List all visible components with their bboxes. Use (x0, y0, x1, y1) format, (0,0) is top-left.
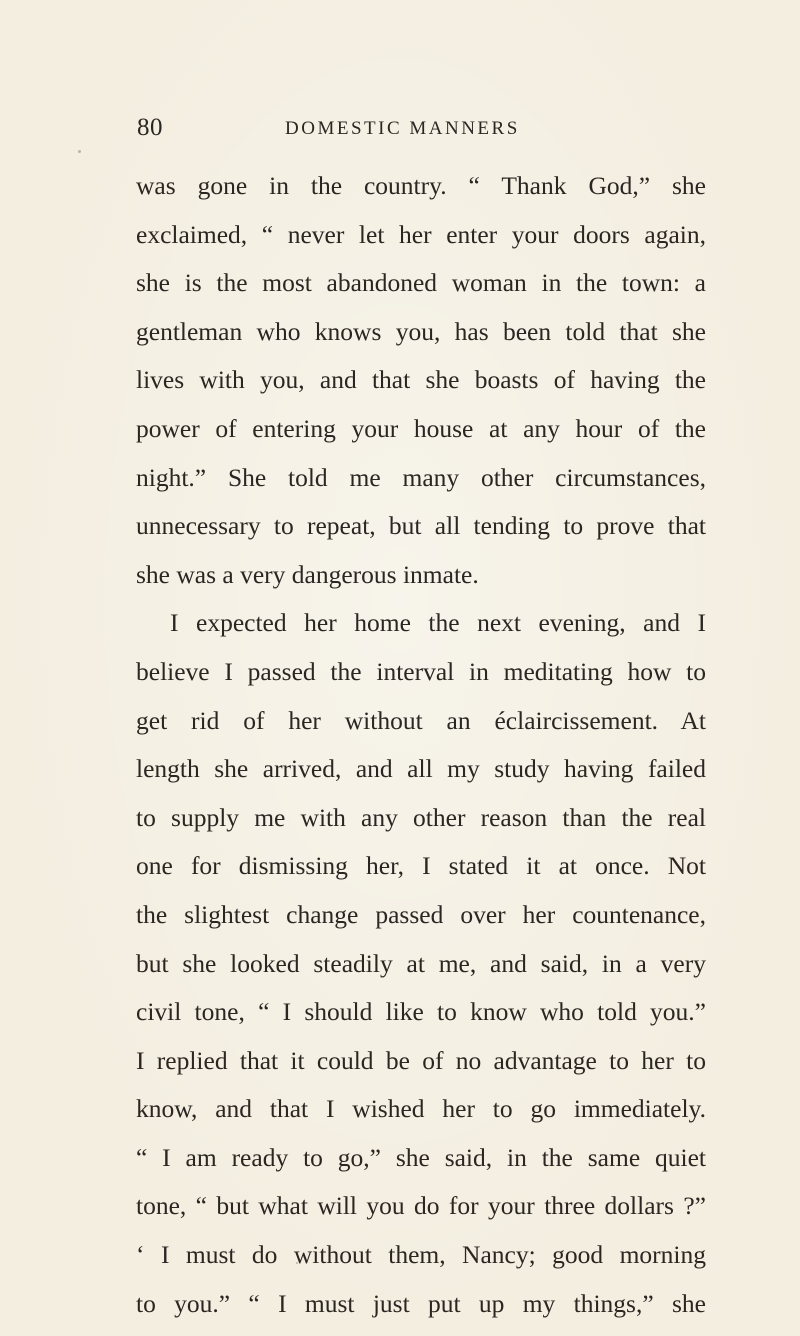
text-line: one for dismissing her, I stated it at once. Not (136, 851, 706, 881)
text-line: unnecessary to repeat, but all tending to prove that (136, 511, 706, 541)
paper-speck (78, 150, 81, 153)
text-line: exclaimed, “ never let her enter your doors again, (136, 219, 706, 249)
text-line: length she arrived, and all my study having failed (136, 754, 706, 784)
text-line: I replied that it could be of no advantage to her to (136, 1045, 706, 1075)
text-line: lives with you, and that she boasts of having the (136, 365, 706, 395)
text-line: she is the most abandoned woman in the town: a (136, 268, 706, 298)
text-line: she was a very dangerous inmate. (136, 559, 479, 589)
text-line: know, and that I wished her to go immediately. (136, 1094, 706, 1124)
paper-speck (296, 1262, 298, 1264)
text-line: believe I passed the interval in meditating how to (136, 656, 706, 686)
text-line: get rid of her without an éclaircissement. At (136, 705, 706, 735)
text-line: but she looked steadily at me, and said, in a very (136, 948, 706, 978)
text-line: power of entering your house at any hour of the (136, 413, 706, 443)
text-line: civil tone, “ I should like to know who told you.” (136, 997, 706, 1027)
text-line: to you.” “ I must just put up my things,” she (136, 1288, 706, 1318)
page-number: 80 (137, 114, 163, 141)
text-line: ‘ I must do without them, Nancy; good morning (136, 1240, 706, 1270)
page-header (0, 114, 800, 154)
text-line: I expected her home the next evening, and I (170, 608, 706, 638)
running-head: DOMESTIC MANNERS (285, 118, 520, 139)
paper-speck (548, 1300, 550, 1302)
text-line: was gone in the country. “ Thank God,” she (136, 171, 706, 200)
text-line: to supply me with any other reason than the real (136, 802, 706, 832)
text-line: the slightest change passed over her countenance, (136, 899, 706, 929)
body-text (136, 162, 706, 1328)
text-line: tone, “ but what will you do for your three dollars ?” (136, 1191, 706, 1221)
text-line: “ I am ready to go,” she said, in the same quiet (136, 1142, 706, 1172)
text-line: gentleman who knows you, has been told that she (136, 316, 706, 346)
text-line: night.” She told me many other circumstances, (136, 462, 706, 492)
paper-speck (628, 1010, 630, 1012)
